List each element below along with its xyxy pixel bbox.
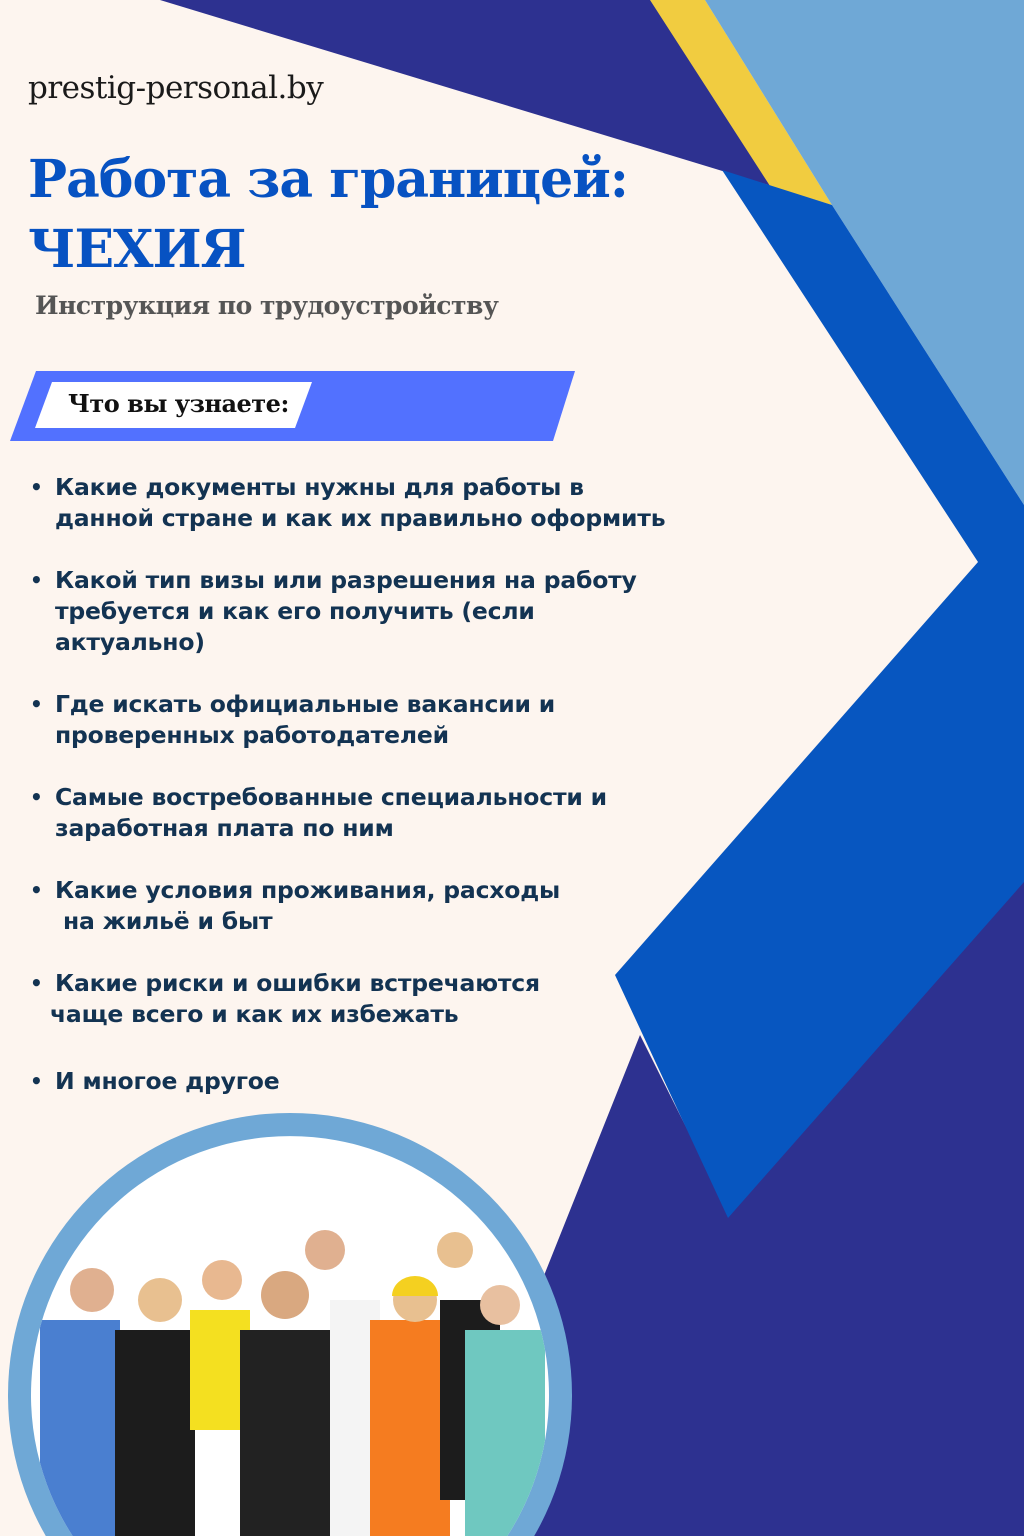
subtitle: Инструкция по трудоустройству — [35, 291, 499, 320]
line: заработная плата по ним — [55, 814, 394, 842]
list-item — [30, 875, 665, 937]
page-title — [28, 145, 628, 285]
line: • Самые востребованные специальности и — [55, 783, 607, 811]
line: на жильё и быт — [55, 907, 273, 935]
list-item — [30, 1066, 665, 1097]
line: чаще всего и как их избежать — [50, 1000, 459, 1028]
line: • Где искать официальные вакансии и — [55, 690, 555, 718]
line: актуально) — [55, 628, 205, 656]
list-item — [30, 565, 665, 658]
light-blue-corner — [705, 0, 1024, 505]
line: • Какой тип визы или разрешения на работу — [55, 566, 637, 594]
list-item — [30, 689, 665, 751]
list-item — [30, 782, 665, 844]
line: данной стране и как их правильно оформить — [55, 504, 666, 532]
list-item — [30, 968, 665, 1030]
title-line-1: Работа за границей: — [28, 149, 628, 210]
site-url: prestig-personal.by — [28, 70, 324, 106]
line: требуется и как его получить (если — [55, 597, 535, 625]
title-line-2: ЧЕХИЯ — [28, 219, 246, 280]
line: • И многое другое — [55, 1067, 280, 1095]
line: • Какие риски и ошибки встречаются — [55, 969, 540, 997]
line: • Какие условия проживания, расходы — [55, 876, 561, 904]
banner-label: Что вы узнаете: — [68, 389, 289, 418]
line: • Какие документы нужны для работы в — [55, 473, 584, 501]
bullet-list — [30, 472, 665, 1097]
list-item — [30, 472, 665, 534]
line: проверенных работодателей — [55, 721, 449, 749]
